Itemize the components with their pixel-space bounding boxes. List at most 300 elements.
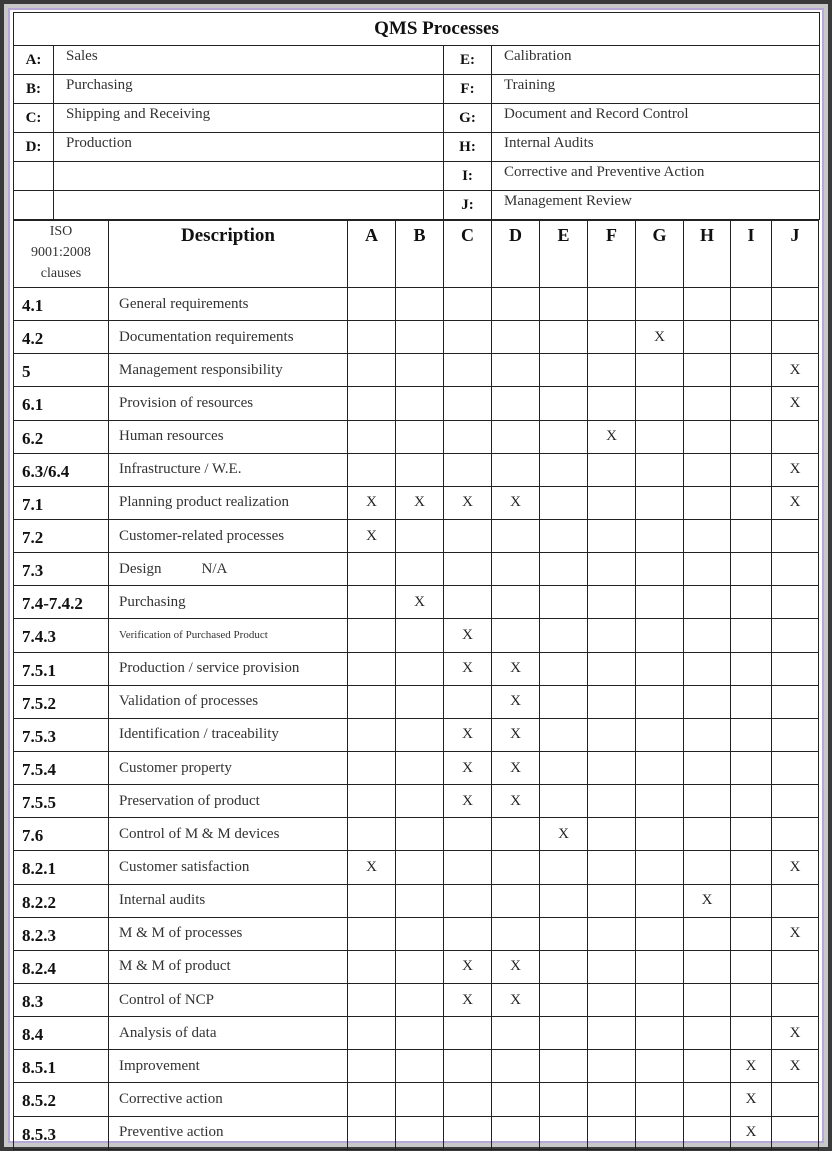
clause-number: 7.5.5	[14, 785, 109, 818]
process-cell-b	[396, 818, 444, 851]
clause-description	[109, 354, 348, 387]
legend-row	[14, 46, 820, 75]
legend-left-letter	[14, 191, 54, 220]
legend-right-letter: I:	[444, 162, 492, 191]
process-cell-c	[444, 1083, 492, 1116]
process-cell-d	[492, 354, 540, 387]
process-cell-f	[588, 685, 636, 718]
process-cell-e	[540, 785, 588, 818]
legend-row	[14, 191, 820, 220]
process-cell-e	[540, 288, 588, 321]
description-text: Validation of processes	[119, 693, 259, 710]
process-cell-h	[684, 553, 731, 586]
description-text: Infrastructure / W.E.	[119, 461, 242, 478]
table-row	[14, 619, 819, 652]
process-cell-i	[731, 354, 772, 387]
clause-description	[109, 917, 348, 950]
process-cell-b: X	[396, 586, 444, 619]
process-cell-a	[348, 387, 396, 420]
description-text: Management responsibility	[119, 361, 283, 378]
process-cell-g	[636, 519, 684, 552]
process-cell-h	[684, 288, 731, 321]
process-cell-e	[540, 950, 588, 983]
process-cell-g	[636, 619, 684, 652]
process-cell-e	[540, 1116, 588, 1149]
process-cell-i: X	[731, 1116, 772, 1149]
clause-description	[109, 851, 348, 884]
process-cell-c	[444, 420, 492, 453]
process-cell-e	[540, 354, 588, 387]
process-cell-d: X	[492, 983, 540, 1016]
table-row	[14, 1116, 819, 1149]
process-cell-e	[540, 685, 588, 718]
process-cell-h	[684, 652, 731, 685]
process-cell-c: X	[444, 785, 492, 818]
clause-description	[109, 1050, 348, 1083]
process-cell-e	[540, 519, 588, 552]
clause-number: 7.5.4	[14, 751, 109, 784]
process-cell-f	[588, 1083, 636, 1116]
clause-description	[109, 420, 348, 453]
process-cell-d: X	[492, 751, 540, 784]
clause-number: 7.1	[14, 486, 109, 519]
clause-number: 7.6	[14, 818, 109, 851]
process-cell-f	[588, 619, 636, 652]
process-cell-e	[540, 453, 588, 486]
process-cell-b	[396, 619, 444, 652]
process-cell-h	[684, 983, 731, 1016]
process-cell-d	[492, 619, 540, 652]
process-cell-h	[684, 619, 731, 652]
table-row	[14, 586, 819, 619]
table-row	[14, 718, 819, 751]
process-cell-j	[772, 652, 819, 685]
process-cell-i	[731, 519, 772, 552]
clause-number: 7.5.3	[14, 718, 109, 751]
header-description: Description	[109, 221, 348, 288]
process-cell-g	[636, 983, 684, 1016]
clause-number: 8.4	[14, 1017, 109, 1050]
process-cell-c: X	[444, 983, 492, 1016]
process-cell-j	[772, 1116, 819, 1149]
process-cell-f	[588, 884, 636, 917]
process-cell-b	[396, 983, 444, 1016]
process-cell-e	[540, 586, 588, 619]
process-cell-a	[348, 983, 396, 1016]
process-cell-f	[588, 917, 636, 950]
process-cell-b	[396, 685, 444, 718]
process-cell-a	[348, 1083, 396, 1116]
process-cell-i	[731, 652, 772, 685]
process-cell-f	[588, 652, 636, 685]
description-text: Planning product realization	[119, 494, 289, 511]
process-cell-i	[731, 486, 772, 519]
process-cell-a	[348, 917, 396, 950]
process-cell-j	[772, 586, 819, 619]
process-cell-h	[684, 818, 731, 851]
table-row	[14, 851, 819, 884]
process-cell-d: X	[492, 950, 540, 983]
table-row	[14, 453, 819, 486]
process-cell-f	[588, 354, 636, 387]
process-cell-j: X	[772, 851, 819, 884]
process-cell-b	[396, 420, 444, 453]
process-cell-g	[636, 420, 684, 453]
process-cell-b	[396, 288, 444, 321]
process-cell-j: X	[772, 1017, 819, 1050]
clause-number: 8.5.3	[14, 1116, 109, 1149]
process-cell-c: X	[444, 950, 492, 983]
header-process-g: G	[636, 221, 684, 288]
process-cell-d	[492, 387, 540, 420]
description-text: Provision of resources	[119, 394, 254, 411]
process-cell-c	[444, 553, 492, 586]
legend-left-letter: A:	[14, 46, 54, 75]
description-text: Design	[119, 560, 162, 577]
clause-number: 6.1	[14, 387, 109, 420]
legend-left-name: Production	[54, 133, 444, 162]
process-cell-a	[348, 420, 396, 453]
process-cell-g	[636, 751, 684, 784]
process-cell-e	[540, 751, 588, 784]
process-cell-b	[396, 751, 444, 784]
process-cell-j	[772, 785, 819, 818]
process-cell-g	[636, 1050, 684, 1083]
process-cell-b	[396, 950, 444, 983]
qms-document	[13, 12, 819, 1150]
process-cell-f	[588, 718, 636, 751]
process-cell-a	[348, 288, 396, 321]
process-cell-f	[588, 553, 636, 586]
header-process-h: H	[684, 221, 731, 288]
process-cell-a	[348, 785, 396, 818]
legend-right-name: Corrective and Preventive Action	[492, 162, 820, 191]
process-cell-a	[348, 718, 396, 751]
description-text: Corrective action	[119, 1090, 223, 1107]
process-cell-g	[636, 354, 684, 387]
process-cell-e: X	[540, 818, 588, 851]
table-row	[14, 1050, 819, 1083]
process-cell-i	[731, 1017, 772, 1050]
table-row	[14, 917, 819, 950]
process-cell-c	[444, 586, 492, 619]
table-row	[14, 519, 819, 552]
process-cell-c	[444, 1017, 492, 1050]
description-text: Internal audits	[119, 892, 206, 909]
clause-description	[109, 519, 348, 552]
table-row	[14, 983, 819, 1016]
process-cell-g	[636, 553, 684, 586]
process-cell-h	[684, 751, 731, 784]
process-cell-j	[772, 553, 819, 586]
process-cell-h	[684, 1050, 731, 1083]
process-cell-i	[731, 785, 772, 818]
legend-left-name	[54, 162, 444, 191]
process-cell-e	[540, 420, 588, 453]
process-cell-c	[444, 1050, 492, 1083]
table-row	[14, 420, 819, 453]
description-text: Control of M & M devices	[119, 825, 280, 842]
process-cell-h	[684, 685, 731, 718]
clause-description	[109, 321, 348, 354]
description-text: Customer satisfaction	[119, 858, 250, 875]
process-cell-f	[588, 288, 636, 321]
process-cell-c: X	[444, 619, 492, 652]
process-cell-h	[684, 354, 731, 387]
clause-number: 8.5.2	[14, 1083, 109, 1116]
process-cell-h	[684, 586, 731, 619]
process-cell-a	[348, 619, 396, 652]
clause-process-matrix	[13, 220, 819, 1150]
clause-description	[109, 950, 348, 983]
table-row	[14, 685, 819, 718]
description-text: Analysis of data	[119, 1024, 217, 1041]
process-cell-b	[396, 851, 444, 884]
process-cell-j	[772, 321, 819, 354]
process-cell-h	[684, 950, 731, 983]
process-cell-j	[772, 718, 819, 751]
description-text: M & M of product	[119, 958, 231, 975]
process-cell-f	[588, 851, 636, 884]
process-cell-e	[540, 718, 588, 751]
process-cell-h	[684, 1116, 731, 1149]
process-cell-g	[636, 586, 684, 619]
process-cell-b	[396, 1050, 444, 1083]
process-cell-g	[636, 486, 684, 519]
process-cell-c	[444, 884, 492, 917]
process-cell-a	[348, 751, 396, 784]
clause-number: 4.1	[14, 288, 109, 321]
process-cell-b	[396, 884, 444, 917]
process-cell-a: X	[348, 486, 396, 519]
process-cell-j	[772, 420, 819, 453]
table-row	[14, 321, 819, 354]
legend-row	[14, 133, 820, 162]
process-cell-d	[492, 420, 540, 453]
process-cell-a	[348, 1116, 396, 1149]
clause-description	[109, 652, 348, 685]
process-cell-c	[444, 851, 492, 884]
process-cell-c: X	[444, 652, 492, 685]
process-cell-h	[684, 321, 731, 354]
process-cell-j	[772, 685, 819, 718]
process-cell-h	[684, 387, 731, 420]
process-cell-a	[348, 321, 396, 354]
table-row	[14, 1017, 819, 1050]
process-cell-f	[588, 486, 636, 519]
process-cell-d: X	[492, 685, 540, 718]
process-cell-a	[348, 553, 396, 586]
clause-description	[109, 586, 348, 619]
process-cell-c: X	[444, 486, 492, 519]
process-cell-e	[540, 1083, 588, 1116]
process-cell-f	[588, 453, 636, 486]
process-cell-a	[348, 453, 396, 486]
process-cell-i	[731, 751, 772, 784]
process-cell-f	[588, 818, 636, 851]
header-process-b: B	[396, 221, 444, 288]
process-cell-a	[348, 950, 396, 983]
process-cell-c	[444, 917, 492, 950]
header-clause-line-1: ISO	[49, 224, 73, 239]
process-cell-i	[731, 851, 772, 884]
process-cell-h	[684, 917, 731, 950]
process-cell-g	[636, 884, 684, 917]
process-cell-c	[444, 818, 492, 851]
process-cell-h	[684, 486, 731, 519]
process-cell-e	[540, 1050, 588, 1083]
process-cell-b	[396, 1116, 444, 1149]
process-cell-i: X	[731, 1083, 772, 1116]
process-cell-e	[540, 851, 588, 884]
process-cell-g	[636, 851, 684, 884]
process-cell-c	[444, 321, 492, 354]
process-cell-a: X	[348, 851, 396, 884]
process-cell-a	[348, 1050, 396, 1083]
clause-description	[109, 619, 348, 652]
process-cell-b	[396, 917, 444, 950]
process-cell-i: X	[731, 1050, 772, 1083]
description-text: Identification / traceability	[119, 726, 279, 743]
table-row	[14, 652, 819, 685]
header-process-e: E	[540, 221, 588, 288]
process-cell-a	[348, 586, 396, 619]
process-cell-g	[636, 685, 684, 718]
process-cell-f	[588, 321, 636, 354]
clause-description	[109, 818, 348, 851]
process-cell-d	[492, 586, 540, 619]
process-cell-c	[444, 387, 492, 420]
process-cell-b	[396, 321, 444, 354]
process-cell-e	[540, 884, 588, 917]
process-cell-j: X	[772, 917, 819, 950]
process-cell-a	[348, 652, 396, 685]
process-cell-f	[588, 751, 636, 784]
process-cell-j	[772, 519, 819, 552]
header-process-f: F	[588, 221, 636, 288]
legend-row	[14, 75, 820, 104]
clause-number: 8.2.1	[14, 851, 109, 884]
process-cell-d	[492, 1050, 540, 1083]
process-cell-a	[348, 884, 396, 917]
description-text: Improvement	[119, 1057, 200, 1074]
process-cell-c: X	[444, 751, 492, 784]
description-text: Preservation of product	[119, 792, 260, 809]
legend-left-name: Purchasing	[54, 75, 444, 104]
description-text: Verification of Purchased Product	[119, 629, 268, 642]
document-title: QMS Processes	[14, 13, 820, 46]
description-text: M & M of processes	[119, 925, 243, 942]
process-cell-g	[636, 453, 684, 486]
process-cell-e	[540, 652, 588, 685]
header-process-i: I	[731, 221, 772, 288]
description-note: N/A	[201, 560, 228, 577]
process-cell-f	[588, 387, 636, 420]
process-cell-j: X	[772, 486, 819, 519]
process-cell-i	[731, 387, 772, 420]
process-cell-j	[772, 818, 819, 851]
table-row	[14, 387, 819, 420]
process-cell-e	[540, 553, 588, 586]
process-cell-d	[492, 851, 540, 884]
legend-left-letter: C:	[14, 104, 54, 133]
clause-description	[109, 685, 348, 718]
process-cell-a	[348, 685, 396, 718]
process-cell-d: X	[492, 718, 540, 751]
table-row	[14, 354, 819, 387]
header-clause-line-2: 9001:2008	[31, 245, 91, 260]
process-cell-a: X	[348, 519, 396, 552]
process-cell-h	[684, 851, 731, 884]
process-cell-a	[348, 818, 396, 851]
legend-left-name: Sales	[54, 46, 444, 75]
process-cell-j	[772, 751, 819, 784]
process-cell-b: X	[396, 486, 444, 519]
legend-right-name: Calibration	[492, 46, 820, 75]
table-row	[14, 751, 819, 784]
process-cell-b	[396, 718, 444, 751]
clause-description	[109, 553, 348, 586]
clause-number: 8.2.4	[14, 950, 109, 983]
table-row	[14, 1083, 819, 1116]
process-cell-i	[731, 420, 772, 453]
clause-description	[109, 884, 348, 917]
legend-right-name: Training	[492, 75, 820, 104]
process-cell-g	[636, 818, 684, 851]
process-cell-b	[396, 1017, 444, 1050]
process-cell-i	[731, 950, 772, 983]
process-cell-i	[731, 321, 772, 354]
process-cell-b	[396, 453, 444, 486]
description-text: Purchasing	[119, 593, 186, 610]
process-cell-c	[444, 453, 492, 486]
clause-description	[109, 751, 348, 784]
header-process-j: J	[772, 221, 819, 288]
clause-number: 7.5.2	[14, 685, 109, 718]
process-cell-b	[396, 553, 444, 586]
clause-description	[109, 387, 348, 420]
description-text: Preventive action	[119, 1124, 224, 1141]
process-cell-f	[588, 1050, 636, 1083]
process-cell-g	[636, 1017, 684, 1050]
process-cell-f	[588, 519, 636, 552]
legend-right-name: Document and Record Control	[492, 104, 820, 133]
legend-left-letter	[14, 162, 54, 191]
process-cell-g: X	[636, 321, 684, 354]
process-cell-g	[636, 917, 684, 950]
legend-right-letter: F:	[444, 75, 492, 104]
legend-row	[14, 162, 820, 191]
legend-right-name: Internal Audits	[492, 133, 820, 162]
process-cell-b	[396, 652, 444, 685]
process-cell-c	[444, 288, 492, 321]
header-iso-clauses	[14, 221, 109, 288]
process-cell-a	[348, 1017, 396, 1050]
process-cell-b	[396, 519, 444, 552]
process-cell-h	[684, 718, 731, 751]
process-cell-a	[348, 354, 396, 387]
legend-right-letter: G:	[444, 104, 492, 133]
process-cell-f	[588, 1116, 636, 1149]
process-cell-g	[636, 288, 684, 321]
process-cell-d	[492, 884, 540, 917]
process-cell-j	[772, 950, 819, 983]
process-cell-j: X	[772, 1050, 819, 1083]
legend-right-letter: J:	[444, 191, 492, 220]
process-cell-h	[684, 453, 731, 486]
process-cell-j	[772, 288, 819, 321]
description-text: Human resources	[119, 428, 224, 445]
